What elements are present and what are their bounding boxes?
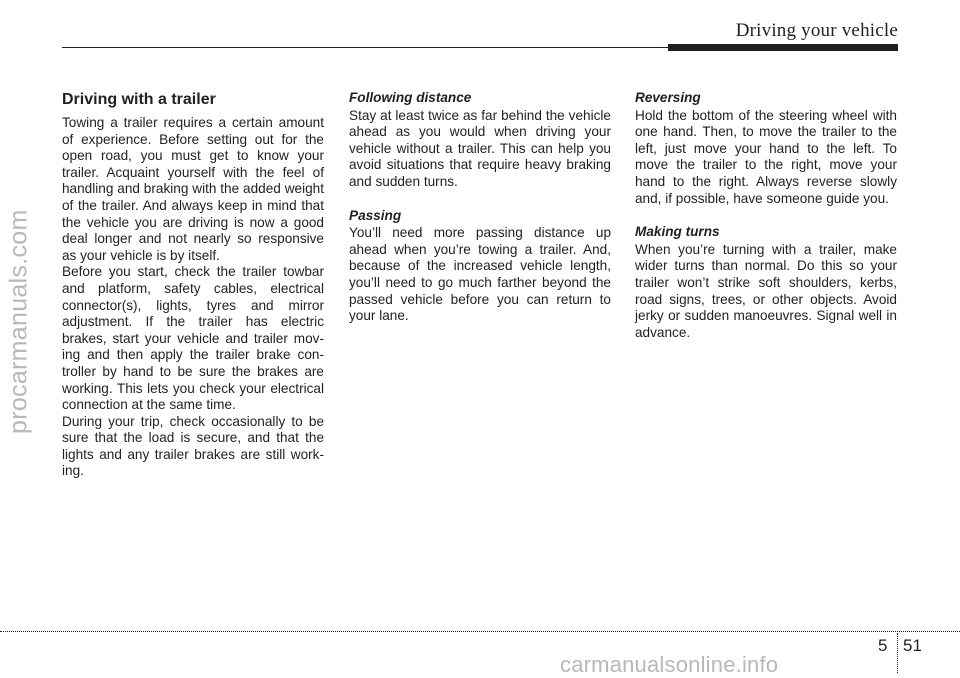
paragraph: You’ll need more passing distance up ahead when you’re towing a trailer. And, because of the increased vehicle length, you’ll need to go much farther beyond the passed vehicle before you can return to your lane. bbox=[349, 225, 611, 324]
paragraph: During your trip, check occasionally to be sure that the load is secure, and that the lights and any trailer brakes are still working. bbox=[62, 413, 324, 479]
running-header-title: Driving your vehicle bbox=[735, 20, 898, 41]
subheading-reversing: Reversing bbox=[635, 90, 701, 105]
paragraph: Before you start, check the trailer towbar and platform, safety cables, electrical connector(s), lights, tyres and mirror adjustment. If the trailer has electric brakes, start your vehicle and trailer moving and then apply the trailer brake controller by hand to be sure the brakes are working. This lets you check your electrical connection at the same time. bbox=[62, 264, 324, 413]
subheading-making-turns: Making turns bbox=[635, 224, 720, 240]
paragraph: Hold the bottom of the steering wheel with one hand. Then, to move the trailer to the left, just move your hand to the left. To move the trailer to the right, move your hand to the right. Always reverse slowly and, if possible, have someone guide you. bbox=[635, 107, 897, 206]
subheading-passing: Passing bbox=[349, 207, 402, 223]
page-number-divider bbox=[897, 633, 898, 673]
bottom-watermark: carmanualsonline.info bbox=[560, 652, 779, 677]
side-watermark: procarmanuals.com bbox=[4, 209, 33, 435]
header-rule bbox=[62, 47, 672, 48]
paragraph: Stay at least twice as far behind the vehicle ahead as you would when driving your vehicle without a trailer. This can help you avoid situations that require heavy braking and sudden turns. bbox=[349, 107, 611, 189]
chapter-number: 5 bbox=[878, 636, 888, 655]
paragraph: Towing a trailer requires a certain amount of experience. Before setting out for the open road, you must get to know your trailer. Acquaint yourself with the feel of handling and braking with the added weight of the trailer. And always keep in mind that the vehicle you are driving is now a good deal longer and not nearly so responsive as your vehicle is by itself. bbox=[62, 115, 324, 263]
column-3 bbox=[635, 90, 897, 341]
column-2 bbox=[349, 90, 611, 325]
header-rule-bar bbox=[668, 44, 898, 51]
column-1 bbox=[62, 90, 324, 480]
paragraph: When you’re turning with a trailer, make wider turns than normal. Do this so your trailer won’t strike soft shoulders, kerbs, road signs, trees, or other objects. Avoid jerky or sudden manoeuvres. Signal well in advance. bbox=[635, 241, 897, 340]
page-number: 51 bbox=[903, 636, 922, 655]
subheading-following-distance: Following distance bbox=[349, 90, 472, 105]
section-heading: Driving with a trailer bbox=[62, 91, 216, 108]
footer-dotted-rule bbox=[0, 631, 960, 632]
